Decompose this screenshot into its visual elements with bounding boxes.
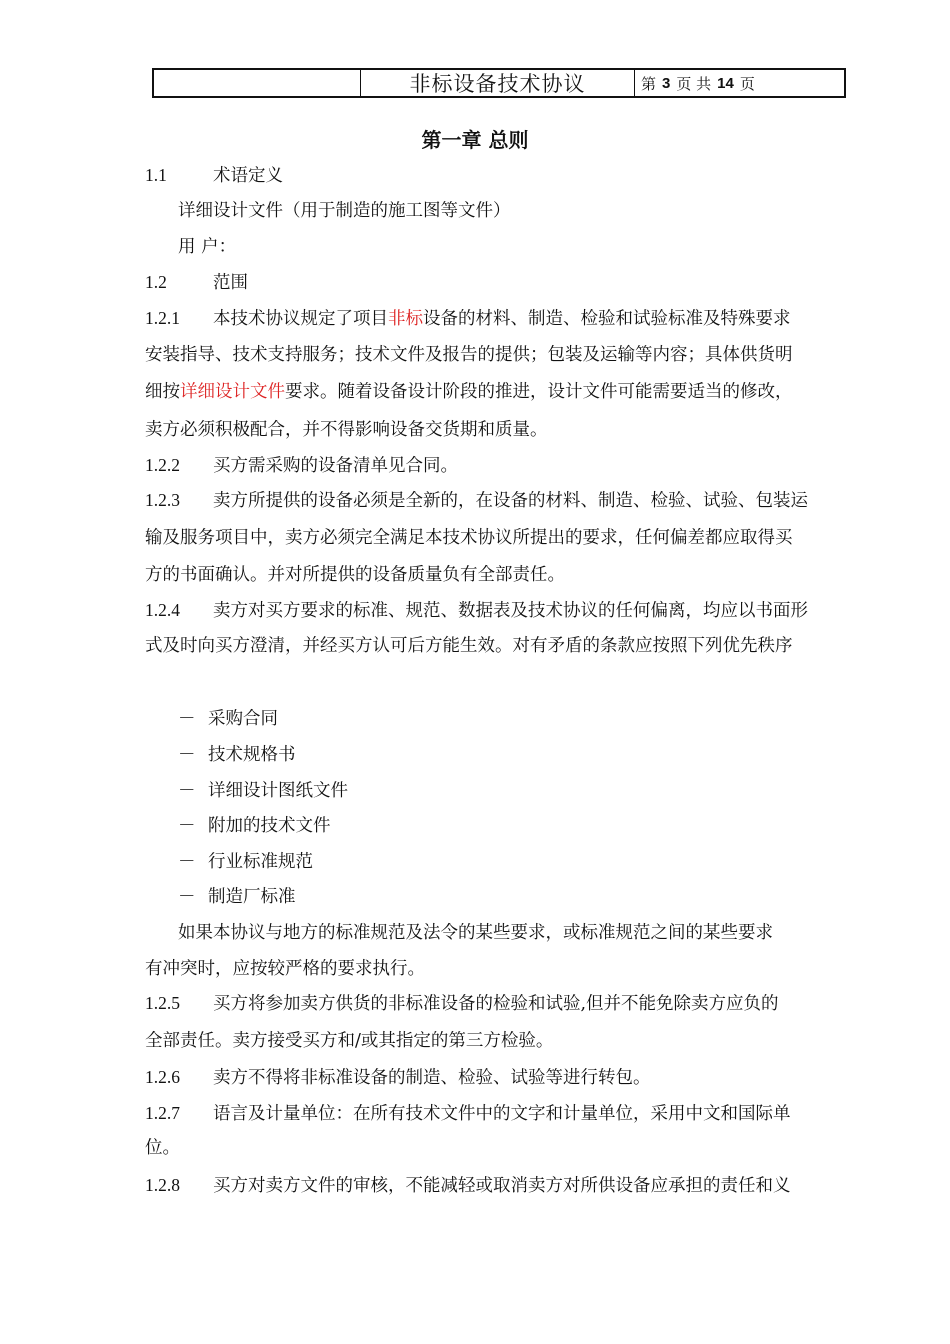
- priority-item: [178, 743, 296, 767]
- para-1-2-5-line-2: 全部责任。卖方接受买方和/或其指定的第三方检验。: [145, 1031, 554, 1051]
- para-1-2-3-line-3: 方的书面确认。并对所提供的设备质量负有全部责任。: [145, 565, 565, 585]
- para-1-2-3-line-2: 输及服务项目中，卖方必须完全满足本技术协议所提出的要求，任何偏差都应取得买: [145, 528, 793, 548]
- text-run: 本技术协议规定了项目: [213, 309, 388, 329]
- text-run: 制造厂标准: [208, 887, 296, 907]
- section-1-1: [145, 163, 283, 187]
- dash-marker: －: [178, 852, 196, 872]
- clause-number: 1.2.3: [145, 490, 180, 510]
- dash-marker: －: [178, 745, 196, 765]
- clause-number: 1.2.6: [145, 1067, 180, 1087]
- text-run: 买方对卖方文件的审核，不能减轻或取消卖方对所供设备应承担的责任和义: [213, 1176, 791, 1196]
- priority-item: [178, 779, 348, 803]
- dash-marker: －: [178, 709, 196, 729]
- priority-item: [178, 885, 296, 909]
- conflict-para-line-1: 如果本协议与地方的标准规范及法令的某些要求，或标准规范之间的某些要求: [178, 923, 773, 943]
- text-run: 要求。随着设备设计阶段的推进，设计文件可能需要适当的修改，: [285, 382, 793, 402]
- page-mid: 页 共: [676, 74, 712, 93]
- dash-marker: －: [178, 887, 196, 907]
- header-title: 非标设备技术协议: [361, 70, 635, 96]
- para-1-2-3-line-1: [145, 488, 808, 512]
- text-run: 语言及计量单位：在所有技术文件中的文字和计量单位，采用中文和国际单: [213, 1104, 791, 1124]
- text-run: 买方将参加卖方供货的非标准设备的检验和试验,但并不能免除卖方应负的: [213, 994, 779, 1014]
- page-total: 14: [717, 74, 734, 92]
- para-1-2-7-line-1: [145, 1101, 791, 1125]
- clause-number: 1.2.1: [145, 308, 180, 328]
- para-1-2-1-line-2: 安装指导、技术支持服务；技术文件及报告的提供；包装及运输等内容；具体供货明: [145, 345, 793, 365]
- term-line-1: 详细设计文件（用于制造的施工图等文件）: [178, 201, 511, 221]
- clause-number: 1.2.2: [145, 455, 180, 475]
- para-1-2-2: [145, 453, 458, 477]
- para-1-2-5-line-1: [145, 991, 779, 1015]
- term-line-2: 用 户：: [178, 237, 237, 257]
- priority-item: [178, 707, 278, 731]
- section-number: 1.1: [145, 165, 167, 185]
- para-1-2-7-line-2: 位。: [145, 1138, 180, 1158]
- section-title: 术语定义: [213, 166, 283, 186]
- chapter-title: 第一章 总则: [421, 128, 529, 152]
- text-run: 行业标准规范: [208, 852, 313, 872]
- section-title: 范围: [213, 273, 248, 293]
- para-1-2-1-line-1: [145, 306, 791, 330]
- text-run: 细按: [145, 382, 180, 402]
- clause-number: 1.2.7: [145, 1103, 180, 1123]
- page-current: 3: [662, 74, 671, 92]
- text-run: 卖方不得将非标准设备的制造、检验、试验等进行转包。: [213, 1068, 651, 1088]
- page-counter: [635, 70, 844, 96]
- dash-marker: －: [178, 781, 196, 801]
- header-table: [152, 68, 846, 98]
- para-1-2-6: [145, 1065, 651, 1089]
- conflict-para-line-2: 有冲突时，应按较严格的要求执行。: [145, 959, 425, 979]
- dash-marker: －: [178, 816, 196, 836]
- text-run: 卖方所提供的设备必须是全新的，在设备的材料、制造、检验、试验、包装运: [213, 491, 808, 511]
- text-run: 采购合同: [208, 709, 278, 729]
- highlight-text: 非标: [388, 309, 423, 329]
- clause-number: 1.2.4: [145, 600, 180, 620]
- page-suffix: 页: [739, 74, 755, 93]
- highlight-text: 详细设计文件: [180, 382, 285, 402]
- text-run: 卖方对买方要求的标准、规范、数据表及技术协议的任何偏离，均应以书面形: [213, 601, 808, 621]
- text-run: 设备的材料、制造、检验和试验标准及特殊要求: [423, 309, 791, 329]
- section-1-2: [145, 270, 248, 294]
- header-blank-cell: [154, 70, 361, 96]
- priority-item: [178, 850, 313, 874]
- clause-number: 1.2.5: [145, 993, 180, 1013]
- para-1-2-8-line-1: [145, 1173, 791, 1197]
- para-1-2-1-line-3: [145, 380, 793, 404]
- para-1-2-1-line-4: 卖方必须积极配合，并不得影响设备交货期和质量。: [145, 420, 548, 440]
- text-run: 买方需采购的设备清单见合同。: [213, 456, 458, 476]
- text-run: 详细设计图纸文件: [208, 781, 348, 801]
- clause-number: 1.2.8: [145, 1175, 180, 1195]
- priority-item: [178, 814, 331, 838]
- page-prefix: 第: [641, 74, 657, 93]
- text-run: 技术规格书: [208, 745, 296, 765]
- section-number: 1.2: [145, 272, 167, 292]
- para-1-2-4-line-1: [145, 598, 808, 622]
- para-1-2-4-line-2: 式及时向买方澄清，并经买方认可后方能生效。对有矛盾的条款应按照下列优先秩序: [145, 636, 793, 656]
- text-run: 附加的技术文件: [208, 816, 331, 836]
